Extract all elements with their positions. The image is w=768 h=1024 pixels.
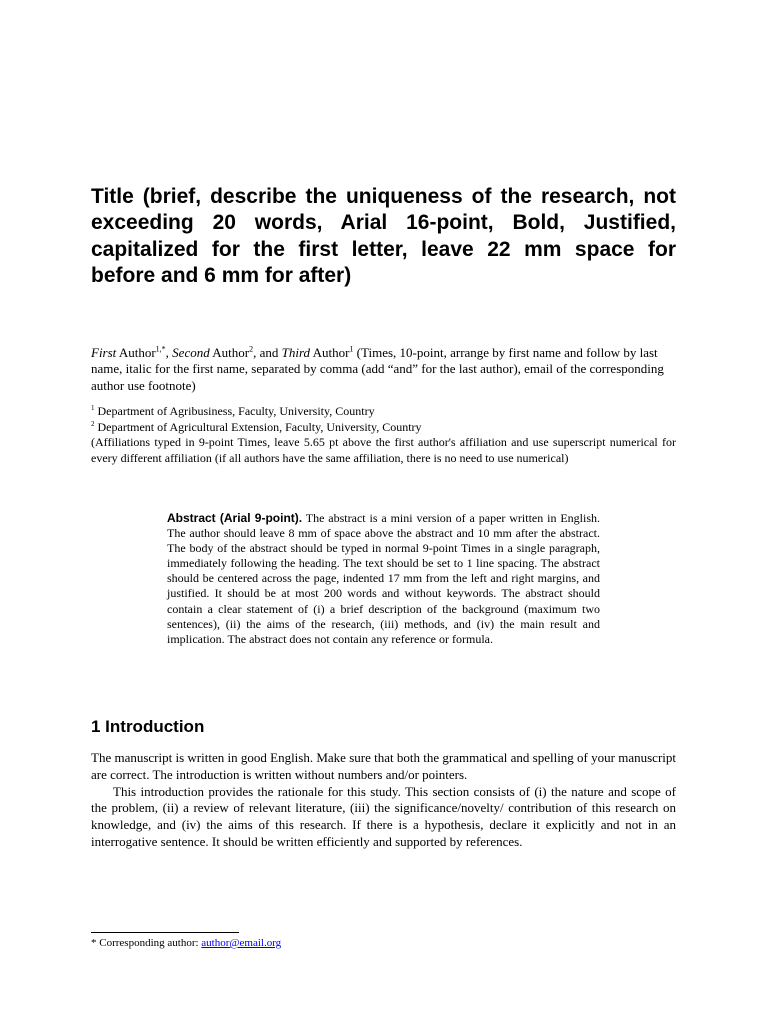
affiliation-text: Department of Agricultural Extension, Faculty, University, Country (94, 419, 422, 434)
affiliation-text: Department of Agribusiness, Faculty, University, Country (94, 404, 375, 418)
first-author-sup: 1,* (155, 344, 166, 354)
third-author-sup: 1 (349, 344, 354, 354)
footnote (91, 936, 281, 950)
first-author-word: Author (116, 345, 156, 360)
author-note: (Times, 10-point, arrange by first name and follow by last name, italic for the first name, separated by comma (add “and” for the last author), email of the corresponding author use footnote) (91, 345, 664, 393)
abstract (167, 511, 600, 647)
corresponding-email-link[interactable]: author@email.org (201, 937, 282, 949)
affiliation-sup: 2 (91, 419, 95, 428)
third-author-name: Third (281, 345, 311, 360)
second-author-name: Second (172, 345, 210, 360)
second-author-sup: 2 (249, 344, 254, 354)
third-author-word: Author (310, 345, 350, 360)
introduction-paragraph: The manuscript is written in good English. Make sure that both the grammatical and spelling of your manuscript are correct. The introduction is written without numbers and/or pointers. (91, 750, 676, 782)
author-separator: , (165, 345, 173, 360)
paper-title: Title (brief, describe the uniqueness of the research, not exceeding 20 words, Arial 16-point, Bold, Justified, capitalized for the first letter, leave 22 mm space for before and 6 mm for after) (91, 185, 676, 287)
affiliation-item (91, 404, 676, 420)
author-separator: , and (253, 345, 282, 360)
footnote-divider (91, 932, 239, 933)
affiliation-sup: 1 (91, 404, 95, 412)
introduction-paragraph: This introduction provides the rationale for this study. This section consists of (i) the nature and scope of the problem, (ii) a review of relevant literature, (iii) the significance/novelty/ contribution of this research on knowledge, and (iv) the aims of this research. If there is a hypothesis, declare it explicitly and not in an interrogative sentence. It should be written efficiently and supported by references. (91, 783, 676, 849)
section-heading-introduction: 1 Introduction (91, 717, 205, 736)
second-author-word: Author (209, 345, 250, 360)
affiliations (91, 404, 676, 466)
first-author-name: First (91, 345, 117, 360)
affiliation-note: (Affiliations typed in 9-point Times, leave 5.65 pt above the first author's affiliation and use superscript numerical for every different affiliation (if all authors have the same affiliation, there is no need to use numerical) (91, 435, 676, 465)
author-line (91, 345, 676, 394)
footnote-label: * Corresponding author: (91, 937, 202, 949)
affiliation-item (91, 420, 676, 436)
abstract-heading: Abstract (Arial 9-point). (167, 511, 303, 525)
abstract-body: The abstract is a mini version of a paper written in English. The author should leave 8 mm of space above the abstract and 10 mm after the abstract. The body of the abstract should be typed in normal 9-point Times in a single paragraph, immediately following the heading. The text should be set to 1 line spacing. The abstract should be centered across the page, indented 17 mm from the left and right margins, and justified. It should be at most 200 words and without keywords. The abstract should contain a clear statement of (i) a brief description of the background (maximum two sentences), (ii) the aims of the research, (iii) methods, and (iv) the main result and implication. The abstract does not contain any reference or formula. (167, 511, 601, 646)
introduction-body (91, 750, 676, 851)
